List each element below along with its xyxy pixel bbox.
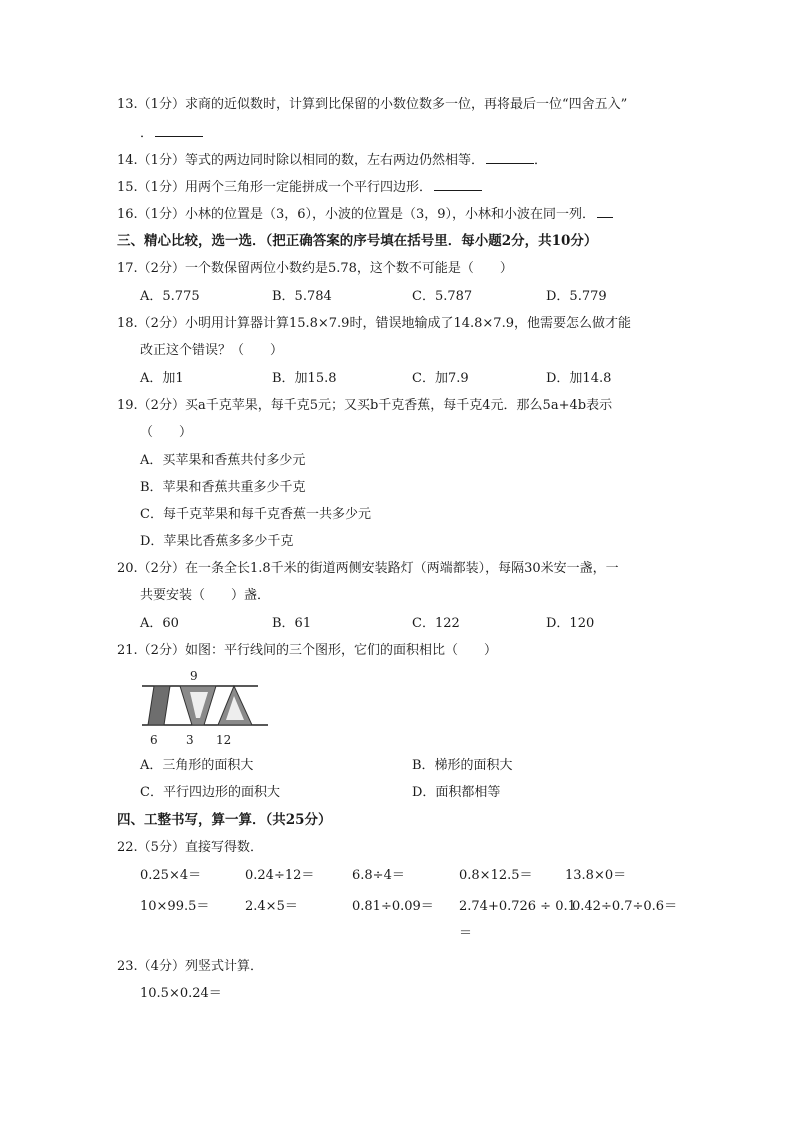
q14-text: 14.（1分）等式的两边同时除以相同的数，左右两边仍然相等．: [117, 153, 484, 168]
q18-option-b[interactable]: B．加15.8: [272, 371, 337, 386]
q23-expression: 10.5×0.24＝: [140, 986, 222, 1001]
answer-blank[interactable]: [597, 205, 613, 218]
question-21: 21.（2分）如图：平行线间的三个图形，它们的面积相比（ ）: [117, 643, 497, 658]
answer-blank[interactable]: [155, 124, 203, 137]
q21-option-d[interactable]: D．面积都相等: [412, 785, 501, 800]
q13-prefix: ．: [140, 126, 154, 141]
question-15: [117, 178, 482, 197]
parallel-lines-figure: [140, 670, 270, 750]
q22-item-continuation: ＝: [459, 926, 473, 941]
q20-option-d[interactable]: D．120: [546, 616, 595, 631]
section-3-title: 三、精心比较，选一选．（把正确答案的序号填在括号里．每小题2分，共10分）: [117, 233, 598, 249]
q19-option-d[interactable]: D．苹果比香蕉多多少千克: [140, 534, 294, 549]
q22-item: 0.8×12.5＝: [459, 868, 533, 883]
q14-suffix: ．: [533, 153, 547, 168]
q17-option-d[interactable]: D．5.779: [546, 289, 607, 304]
q20-option-a[interactable]: A．60: [140, 616, 179, 631]
q22-item: 0.81÷0.09＝: [352, 899, 434, 914]
q18-option-c[interactable]: C．加7.9: [412, 371, 469, 386]
section-4-title: 四、工整书写，算一算．（共25分）: [117, 812, 332, 828]
q18-option-a[interactable]: A．加1: [140, 371, 184, 386]
question-13-answer-line: [140, 124, 203, 143]
question-18-line2: 改正这个错误？（ ）: [140, 343, 284, 358]
q17-option-a[interactable]: A．5.775: [140, 289, 200, 304]
q22-item: 6.8÷4＝: [352, 868, 405, 883]
q22-item: 2.4×5＝: [245, 899, 298, 914]
q22-item: 13.8×0＝: [565, 868, 627, 883]
q21-option-b[interactable]: B．梯形的面积大: [412, 758, 513, 773]
question-19: 19.（2分）买a千克苹果，每千克5元；又买b千克香蕉，每千克4元．那么5a+4b表示: [117, 398, 613, 413]
q19-option-a[interactable]: A．买苹果和香蕉共付多少元: [140, 453, 306, 468]
answer-blank[interactable]: [486, 151, 534, 164]
q22-item: 0.25×4＝: [140, 868, 202, 883]
question-13: 13.（1分）求商的近似数时，计算到比保留的小数位数多一位，再将最后一位“四舍五入”: [117, 97, 628, 112]
answer-blank[interactable]: [434, 178, 482, 191]
q21-option-a[interactable]: A．三角形的面积大: [140, 758, 254, 773]
q22-item: 10×99.5＝: [140, 899, 210, 914]
q19-option-c[interactable]: C．每千克苹果和每千克香蕉一共多少元: [140, 507, 371, 522]
q22-item: 0.24÷12＝: [245, 868, 315, 883]
figure-label-bottom-3: 12: [216, 733, 232, 747]
question-22: 22.（5分）直接写得数．: [117, 840, 263, 855]
question-20: 20.（2分）在一条全长1.8千米的街道两侧安装路灯（两端都装），每隔30米安一盏，一: [117, 561, 619, 576]
question-19-line2: （ ）: [140, 425, 193, 440]
question-23: 23.（4分）列竖式计算．: [117, 959, 263, 974]
q20-option-b[interactable]: B．61: [272, 616, 312, 631]
q22-item: 2.74+0.726 ÷ 0.1: [459, 899, 576, 914]
question-20-line2: 共要安装（ ）盏．: [140, 588, 271, 603]
figure-label-top: 9: [190, 670, 198, 683]
shapes-diagram: [140, 670, 270, 750]
q21-option-c[interactable]: C．平行四边形的面积大: [140, 785, 280, 800]
parallelogram-shape: [148, 686, 170, 725]
q17-option-c[interactable]: C．5.787: [412, 289, 473, 304]
q22-item: 0.42÷0.7÷0.6＝: [572, 899, 678, 914]
question-18: 18.（2分）小明用计算器计算15.8×7.9时，错误地输成了14.8×7.9，他需要怎么做才能: [117, 316, 631, 331]
q15-text: 15.（1分）用两个三角形一定能拼成一个平行四边形．: [117, 180, 432, 195]
question-14: [117, 151, 547, 170]
q19-option-b[interactable]: B．苹果和香蕉共重多少千克: [140, 480, 306, 495]
q18-option-d[interactable]: D．加14.8: [546, 371, 612, 386]
question-17: 17.（2分）一个数保留两位小数约是5.78，这个数不可能是（ ）: [117, 261, 513, 276]
figure-label-bottom-2: 3: [186, 733, 194, 747]
q16-text: 16.（1分）小林的位置是（3，6），小波的位置是（3，9），小林和小波在同一列．: [117, 207, 596, 222]
q20-option-c[interactable]: C．122: [412, 616, 460, 631]
figure-label-bottom-1: 6: [150, 733, 158, 747]
question-16: [117, 205, 613, 224]
q17-option-b[interactable]: B．5.784: [272, 289, 332, 304]
